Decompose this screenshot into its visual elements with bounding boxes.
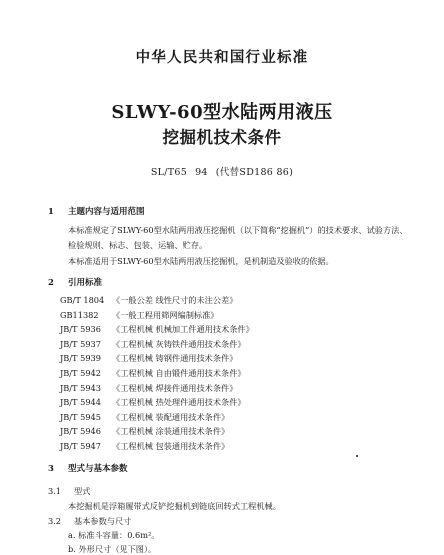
paragraph-text: 本标准规定了SLWY-60型水陆两用液压挖掘机（以下简称“挖掘机”）的技术要求、试验方法、检验规则、标志、包装、运输、贮存。 (68, 225, 408, 250)
reference-title: 《工程机械 机械加工件通用技术条件》 (112, 324, 254, 335)
reference-item (60, 322, 254, 337)
section-title: 引用标准 (68, 278, 103, 288)
reference-title: 《工程机械 自由锻件通用技术条件》 (112, 367, 246, 378)
standard-category-header: 中华人民共和国行业标准 (135, 49, 309, 66)
reference-code: JB/T 5936 (60, 324, 101, 335)
reference-item (60, 337, 254, 352)
parameter-item: a. 标准斗容量：0.6m²。 (68, 530, 160, 540)
section-number: 3 (48, 464, 54, 474)
reference-item (60, 366, 254, 381)
reference-title: 《工程机械 焊接件通用技术条件》 (112, 382, 238, 393)
reference-item (60, 308, 254, 323)
reference-title: 《工程机械 铸钢件通用技术条件》 (112, 353, 238, 364)
reference-item (60, 439, 254, 454)
standard-code (0, 164, 444, 178)
standard-replaces: (代替SD186 86) (215, 167, 294, 178)
reference-code: JB/T 5947 (60, 440, 101, 451)
reference-code: JB/T 5937 (60, 338, 101, 349)
scan-speck (356, 455, 358, 457)
reference-code: JB/T 5944 (60, 397, 101, 408)
reference-title: 《一般工程用筛网编制标准》 (112, 309, 219, 320)
reference-code: JB/T 5939 (60, 353, 101, 364)
subsection-3-1-heading (48, 486, 90, 497)
document-title-line2: 挖掘机技术条件 (162, 128, 282, 147)
reference-item (60, 381, 254, 396)
reference-title: 《工程机械 涂装通用技术条件》 (112, 426, 230, 437)
reference-code: JB/T 5942 (60, 367, 101, 378)
reference-title: 《工程机械 灰铸铁件通用技术条件》 (112, 338, 246, 349)
parameter-item: b. 外形尺寸（见下图）。 (68, 544, 157, 554)
reference-title: 《工程机械 包装通用技术条件》 (112, 440, 230, 451)
section-1-paragraph-1 (54, 223, 414, 253)
subsection-title: 基本参数与尺寸 (74, 516, 132, 526)
subsection-3-1-text: 本挖掘机是浮箱履带式反铲挖掘机到链底回转式工程机械。 (68, 501, 281, 511)
reference-item (60, 293, 254, 308)
reference-item (60, 395, 254, 410)
standard-number: SL/T65 (150, 167, 188, 178)
reference-code: JB/T 5943 (60, 382, 101, 393)
reference-code: GB11382 (60, 309, 99, 320)
section-title: 主题内容与适用范围 (68, 207, 145, 217)
subsection-number: 3.2 (48, 516, 62, 526)
reference-code: JB/T 5945 (60, 411, 101, 422)
reference-item (60, 351, 254, 366)
section-number: 1 (48, 207, 54, 217)
reference-code: JB/T 5946 (60, 426, 101, 437)
reference-title: 《一般公差 线性尺寸的未注公差》 (112, 295, 238, 305)
subsection-number: 3.1 (48, 486, 62, 496)
subsection-3-2-heading (48, 516, 131, 527)
section-number: 2 (48, 278, 54, 288)
standard-year: 94 (195, 167, 208, 178)
reference-title: 《工程机械 热处理件通用技术条件》 (112, 397, 246, 408)
section-title: 型式与基本参数 (68, 464, 128, 474)
reference-code: GB/T 1804 (60, 295, 105, 305)
section-3-heading (48, 462, 128, 474)
reference-list (60, 293, 254, 454)
subsection-title: 型式 (74, 486, 91, 496)
section-1-paragraph-2 (54, 254, 414, 269)
document-title-line1: SLWY-60型水陆两用液压 (111, 102, 333, 123)
reference-item (60, 424, 254, 439)
reference-title: 《工程机械 装配通用技术条件》 (112, 411, 230, 422)
reference-item (60, 410, 254, 425)
paragraph-text: 本标准适用于SLWY-60型水陆两用液压挖掘机，是机制造及验收的依据。 (68, 256, 334, 266)
section-2-heading (48, 276, 102, 288)
section-1-heading (48, 205, 145, 217)
